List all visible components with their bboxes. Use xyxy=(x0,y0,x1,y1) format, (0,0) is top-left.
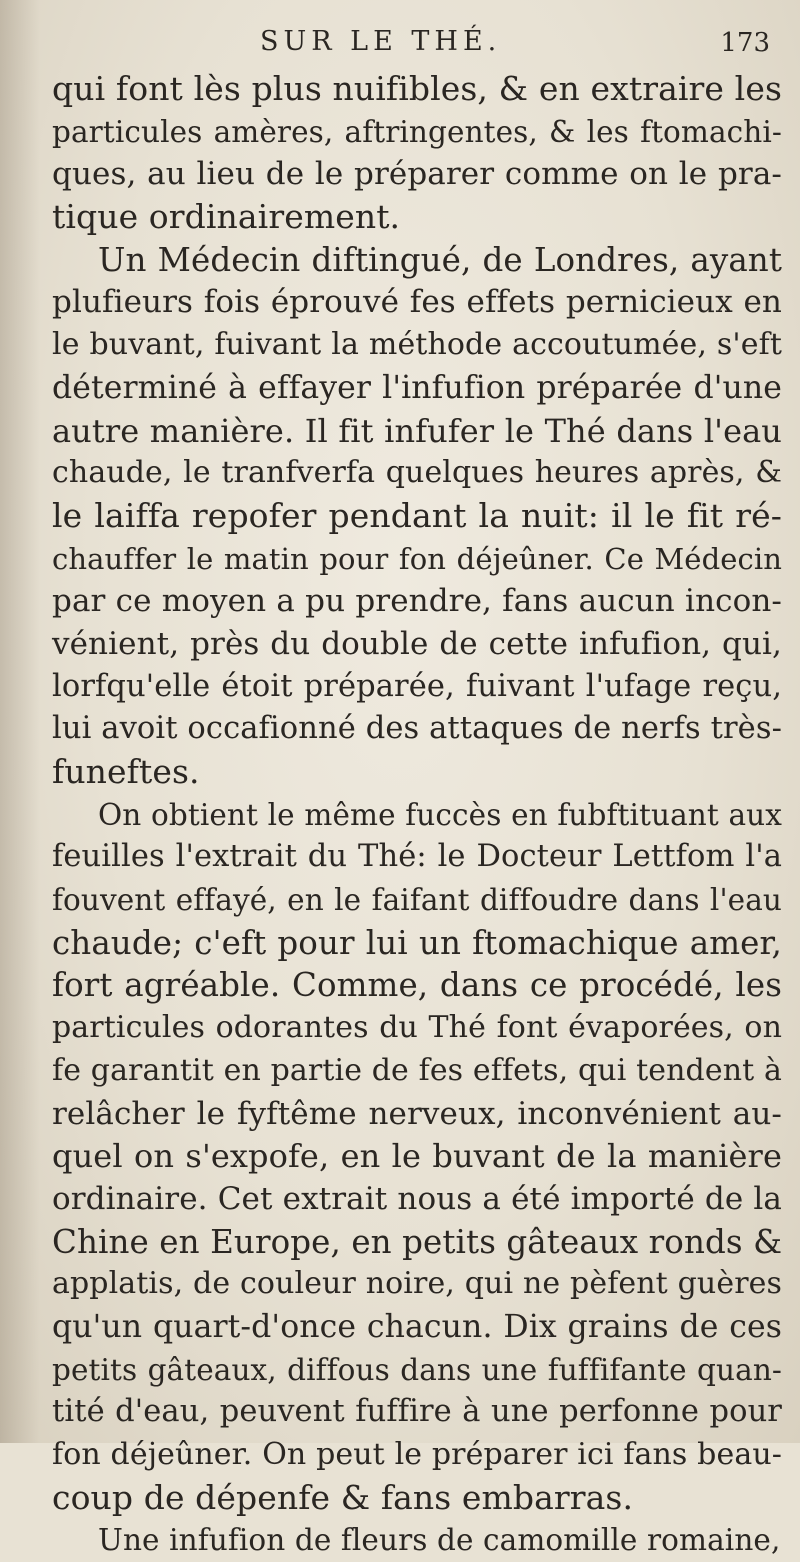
text-line: par ce moyen a pu prendre, fans aucun incon- xyxy=(52,583,782,620)
text-line: fort agréable. Comme, dans ce procédé, les xyxy=(52,966,782,1005)
text-line: ques, au lieu de le préparer comme on le pra- xyxy=(52,156,782,193)
text-line: chaude, le tranfverfa quelques heures après, & xyxy=(52,455,782,491)
text-line: le laiffa repofer pendant la nuit: il le fit ré- xyxy=(52,495,782,535)
text-line: vénient, près du double de cette infufion, qui, xyxy=(52,625,782,662)
text-line: applatis, de couleur noire, qui ne pèfent guères xyxy=(52,1266,782,1302)
text-line: tité d'eau, peuvent fuffire à une perfonne pour xyxy=(52,1394,782,1430)
text-line: petits gâteaux, diffous dans une fuffifante quan- xyxy=(52,1352,782,1387)
text-line: lui avoit occafionné des attaques de nerfs très- xyxy=(52,711,782,747)
text-line: quel on s'expofe, en le buvant de la manière xyxy=(52,1137,782,1176)
text-line: chauffer le matin pour fon déjeûner. Ce Médecin xyxy=(52,541,782,576)
text-line: autre manière. Il fit infufer le Thé dans l'eau xyxy=(52,411,782,450)
text-line: feuilles l'extrait du Thé: le Docteur Lettfom l'a xyxy=(52,839,782,875)
text-line: Une infufion de fleurs de camomille romaine, xyxy=(98,1523,781,1558)
text-line: le buvant, fuivant la méthode accoutumée, s'eft xyxy=(52,327,782,363)
page-header xyxy=(260,26,770,62)
text-line: chaude; c'eft pour lui un ftomachique amer, xyxy=(52,923,782,962)
text-line: lorfqu'elle étoit préparée, fuivant l'ufage reçu, xyxy=(52,668,782,704)
text-line: funeftes. xyxy=(52,752,200,791)
text-line: Un Médecin diftingué, de Londres, ayant xyxy=(98,240,782,279)
text-line: coup de dépenfe & fans embarras. xyxy=(52,1477,634,1517)
text-line: On obtient le même fuccès en fubftituant aux xyxy=(98,797,782,832)
text-line: qu'un quart-d'once chacun. Dix grains de ces xyxy=(52,1308,782,1345)
body-text xyxy=(52,68,782,1562)
text-line: fouvent effayé, en le faifant diffoudre dans l'eau xyxy=(52,883,782,918)
text-line: fon déjeûner. On peut le préparer ici fans beau- xyxy=(52,1437,782,1472)
text-line: ordinaire. Cet extrait nous a été importé de la xyxy=(52,1180,782,1217)
text-line: particules amères, aftringentes, & les ftomachi- xyxy=(52,114,782,149)
text-line: tique ordinairement. xyxy=(52,197,401,237)
running-title: SUR LE THÉ. xyxy=(260,26,502,57)
text-line: particules odorantes du Thé font évaporées, on xyxy=(52,1010,782,1046)
text-line: plufieurs fois éprouvé fes effets pernicieux en xyxy=(52,284,782,321)
text-line: relâcher le fyftême nerveux, inconvénient au- xyxy=(52,1095,782,1132)
page-number: 173 xyxy=(720,28,770,58)
text-line: Chine en Europe, en petits gâteaux ronds & xyxy=(52,1222,783,1261)
page-edge-shadow xyxy=(0,0,40,1443)
text-line: qui font lès plus nuifibles, & en extraire les xyxy=(52,69,782,108)
text-line: déterminé à effayer l'infufion préparée d'une xyxy=(52,369,782,406)
text-line: fe garantit en partie de fes effets, qui tendent à xyxy=(52,1052,782,1088)
